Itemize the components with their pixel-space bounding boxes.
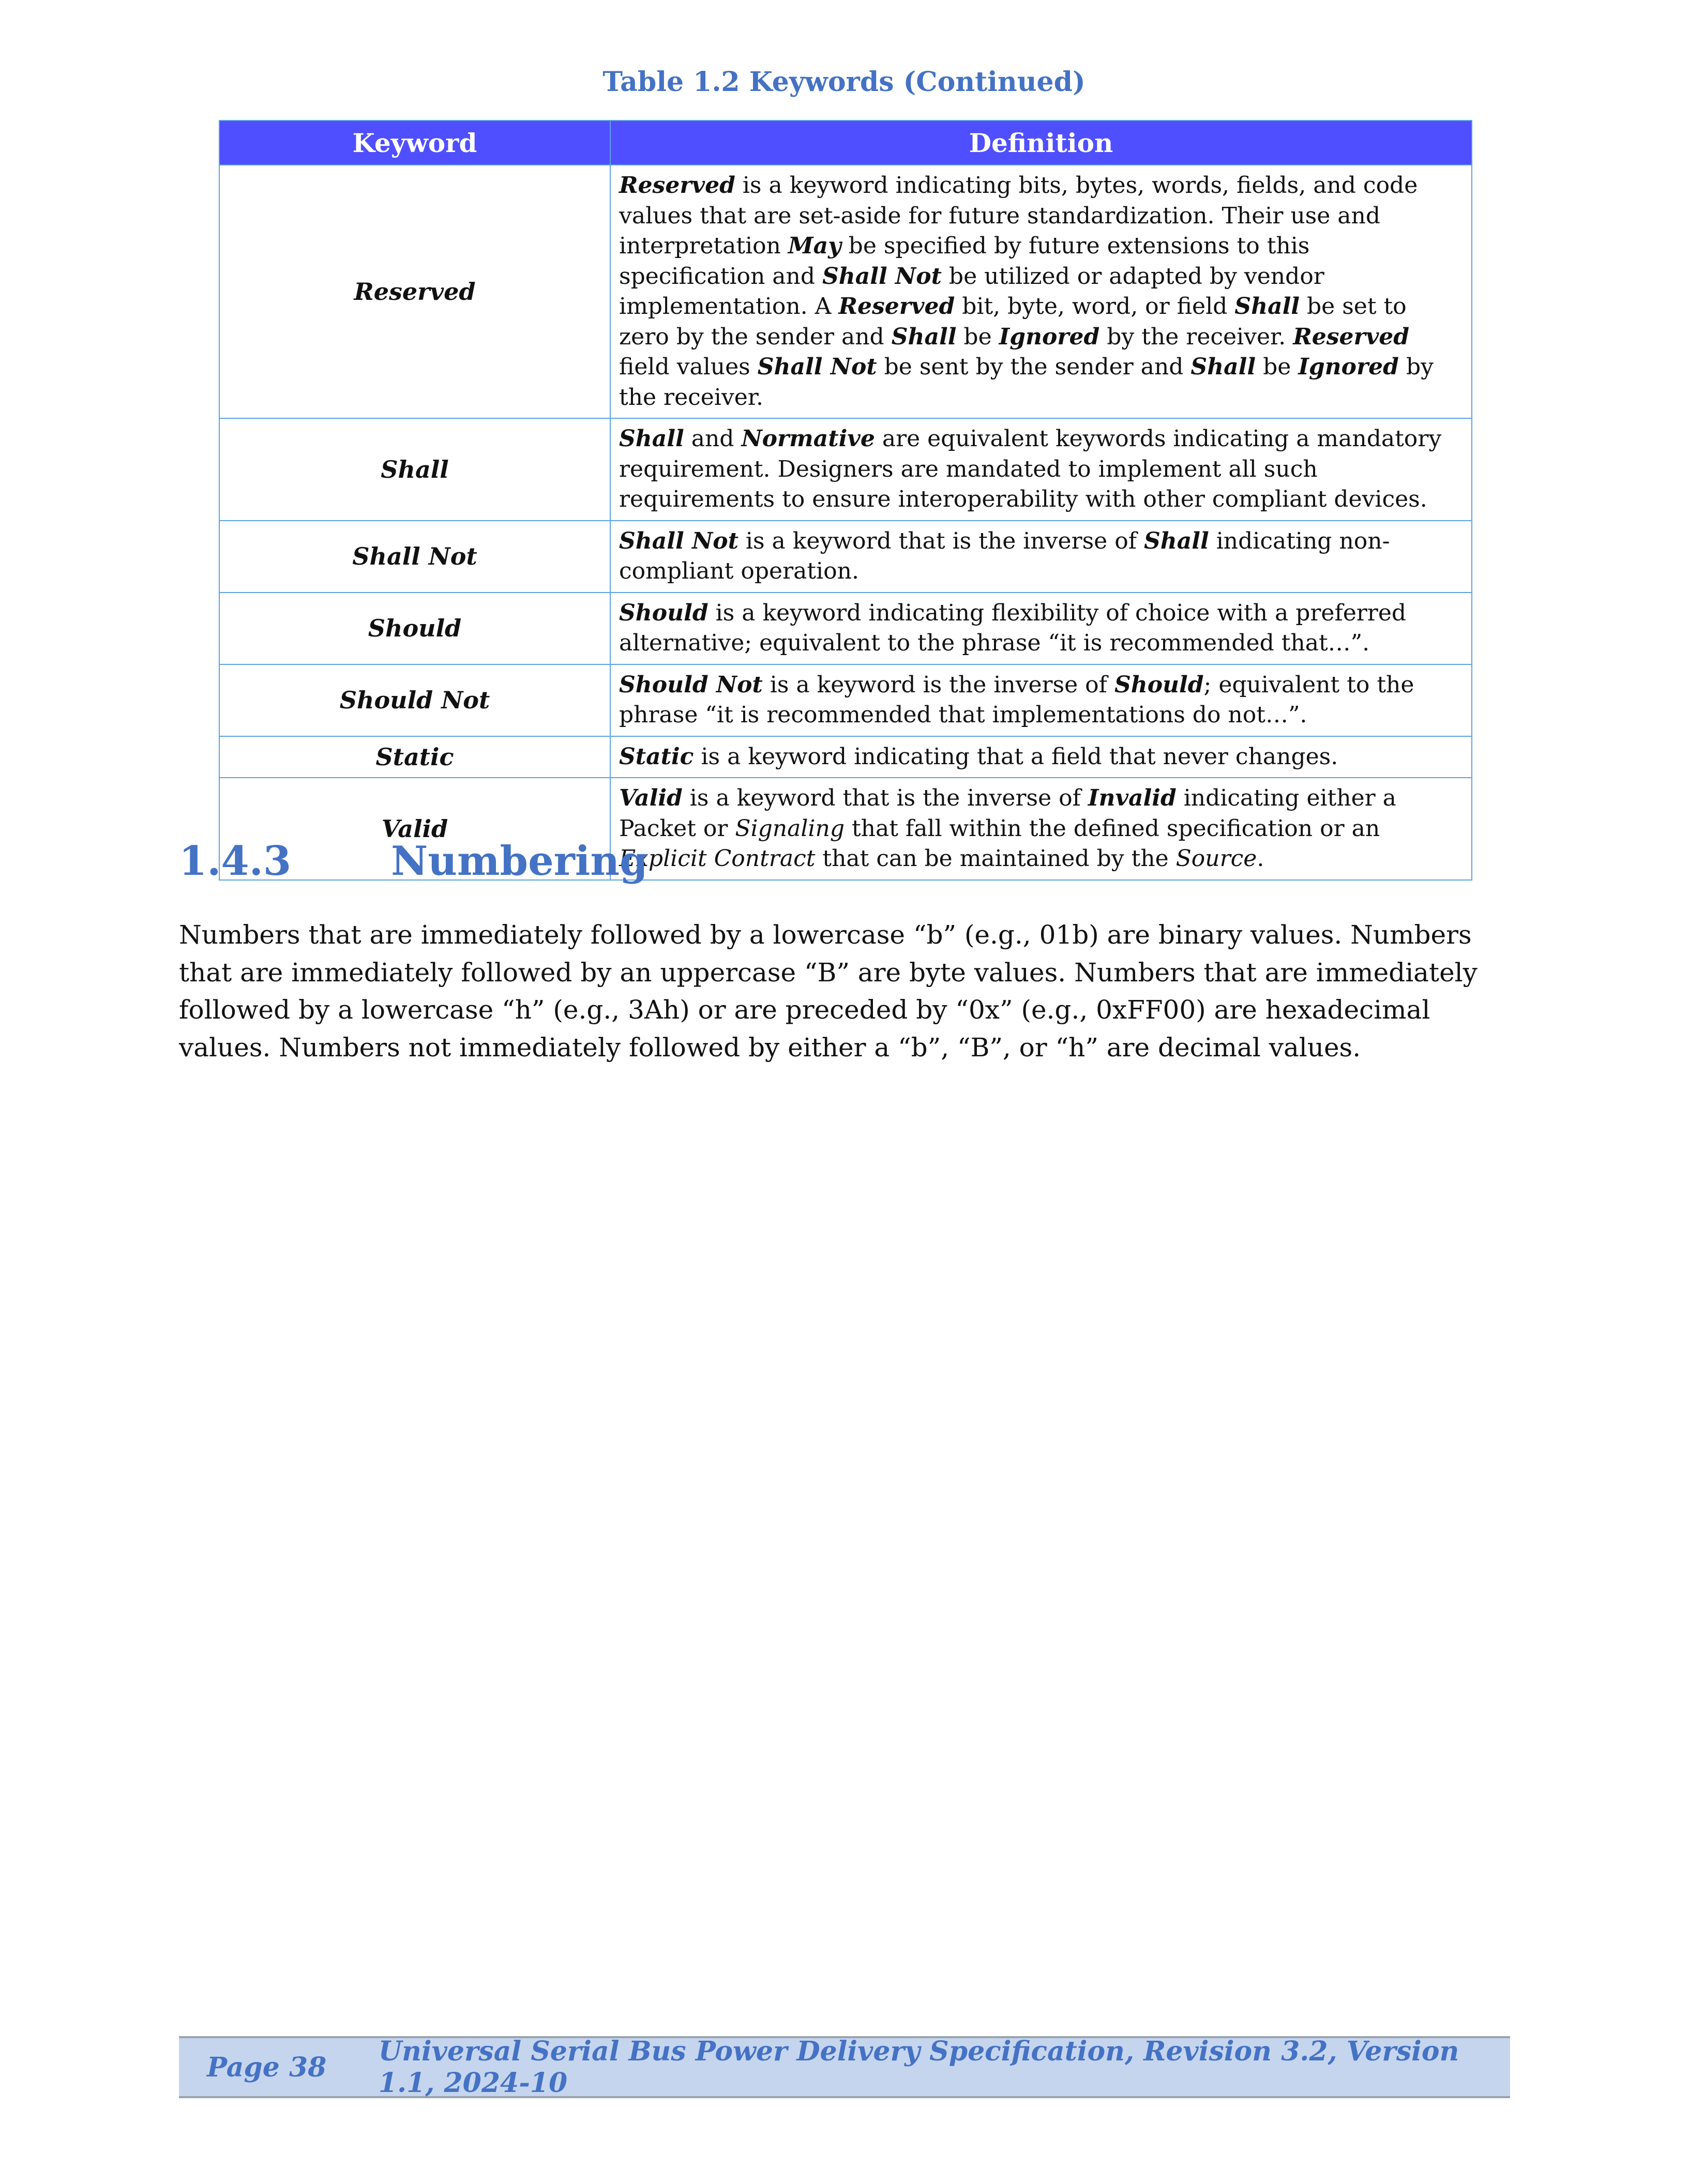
definition-text: and xyxy=(684,426,742,452)
emphasized-term: Should xyxy=(619,599,709,626)
definition-text: that fall within the defined specification or an xyxy=(845,815,1380,842)
table-row xyxy=(219,593,1472,664)
emphasized-term: Shall xyxy=(891,323,957,350)
emphasized-term: May xyxy=(788,233,841,259)
definition-text: be utilized or adapted by vendor implementation. A xyxy=(619,263,1324,320)
emphasized-term: Valid xyxy=(619,785,683,811)
table-row xyxy=(219,664,1472,736)
table-row xyxy=(219,736,1472,778)
emphasized-term: Shall xyxy=(1190,354,1256,380)
keyword-cell: Reserved xyxy=(219,165,610,418)
definition-text: by the receiver. xyxy=(619,354,1434,411)
keyword-cell: Should xyxy=(219,593,610,664)
keyword-cell: Valid xyxy=(219,778,610,880)
keywords-table xyxy=(219,120,1472,881)
emphasized-term: Explicit Contract xyxy=(619,845,816,872)
definition-text: field values xyxy=(619,354,758,380)
emphasized-term: Signaling xyxy=(735,815,845,842)
emphasized-term: Shall xyxy=(1234,293,1300,320)
emphasized-term: Invalid xyxy=(1088,785,1177,811)
section-heading xyxy=(179,838,648,885)
emphasized-term: Shall Not xyxy=(757,354,877,380)
table-row xyxy=(219,521,1472,593)
emphasized-term: Ignored xyxy=(1298,354,1399,380)
definition-text: are equivalent keywords indicating a mandatory requirement. Designers are mandated to implement all such requirements to ensure interoperability with other compliant devices. xyxy=(619,426,1442,512)
definition-text: is a keyword that is the inverse of xyxy=(738,527,1144,554)
keyword-cell: Should Not xyxy=(219,664,610,736)
keyword-cell: Shall Not xyxy=(219,521,610,593)
keyword-cell: Static xyxy=(219,736,610,778)
emphasized-term: Reserved xyxy=(838,293,955,320)
definition-text: be sent by the sender and xyxy=(877,354,1191,380)
document-title: Universal Serial Bus Power Delivery Specification, Revision 3.2, Version 1.1, 2024-10 xyxy=(378,2036,1459,2099)
emphasized-term: Source xyxy=(1175,845,1257,872)
definition-cell xyxy=(610,593,1472,664)
definition-text: is a keyword indicating bits, bytes, words, fields, and code values that are set-aside for future standardization. Their use and interpretation xyxy=(619,172,1418,259)
emphasized-term: Shall Not xyxy=(619,527,739,554)
column-header-definition: Definition xyxy=(610,120,1472,165)
emphasized-term: Static xyxy=(619,743,694,770)
definition-text: by the receiver. xyxy=(1099,323,1293,350)
table-header-row xyxy=(219,120,1472,165)
emphasized-term: Should xyxy=(1114,671,1204,698)
definition-text: be set to zero by the sender and xyxy=(619,293,1407,350)
definition-text: is a keyword indicating flexibility of choice with a preferred alternative; equivalent to the phrase “it is recommended that…”. xyxy=(619,599,1407,656)
definition-text: is a keyword that is the inverse of xyxy=(682,785,1088,811)
definition-text: . xyxy=(1257,845,1264,872)
emphasized-term: Normative xyxy=(741,426,875,452)
definition-cell xyxy=(610,778,1472,880)
definition-text: be specified by future extensions to this specification and xyxy=(619,233,1310,290)
table-caption: Table 1.2 Keywords (Continued) xyxy=(602,66,1086,98)
emphasized-term: Reserved xyxy=(1293,323,1410,350)
definition-cell xyxy=(610,418,1472,521)
definition-cell xyxy=(610,521,1472,593)
table-row xyxy=(219,418,1472,521)
definition-text: be xyxy=(956,323,999,350)
emphasized-term: Shall Not xyxy=(822,263,942,290)
table-row xyxy=(219,165,1472,418)
column-header-keyword: Keyword xyxy=(219,120,610,165)
emphasized-term: Shall xyxy=(1143,527,1209,554)
section-number: 1.4.3 xyxy=(179,838,292,885)
definition-text: is a keyword indicating that a field that never changes. xyxy=(694,743,1338,770)
emphasized-term: Ignored xyxy=(999,323,1100,350)
emphasized-term: Reserved xyxy=(619,172,735,199)
definition-text: ; equivalent to the phrase “it is recommended that implementations do not…”. xyxy=(619,671,1414,728)
definition-text: be xyxy=(1256,354,1299,380)
definition-text: indicating either a Packet or xyxy=(619,785,1396,842)
emphasized-term: Shall xyxy=(619,426,684,452)
section-title: Numbering xyxy=(391,838,648,885)
emphasized-term: Should Not xyxy=(619,671,763,698)
definition-cell xyxy=(610,664,1472,736)
definition-text: is a keyword is the inverse of xyxy=(762,671,1114,698)
definition-text: bit, byte, word, or field xyxy=(955,293,1235,320)
definition-cell xyxy=(610,165,1472,418)
page-number: Page 38 xyxy=(207,2051,327,2083)
definition-cell xyxy=(610,736,1472,778)
definition-text: indicating non-compliant operation. xyxy=(619,527,1390,584)
page-footer xyxy=(179,2036,1510,2098)
keyword-cell: Shall xyxy=(219,418,610,521)
definition-text: that can be maintained by the xyxy=(815,845,1176,872)
section-body-paragraph: Numbers that are immediately followed by a lowercase “b” (e.g., 01b) are binary values. Numbers that are immediately followed by an uppercase “B” are byte values. Numbers that are immediately followed by a lowercase “h” (e.g., 3Ah) or are preceded by “0x” (e.g., 0xFF00) are hexadecimal values. Numbers not immediately followed by either a “b”, “B”, or “h” are decimal values. xyxy=(179,920,1478,1063)
